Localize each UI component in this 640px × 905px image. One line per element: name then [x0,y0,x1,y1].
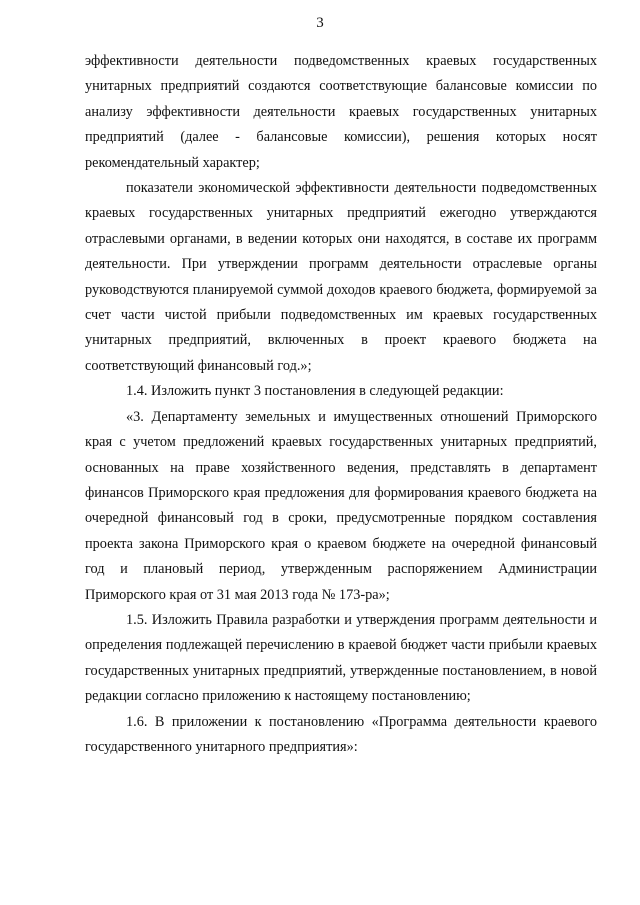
paragraph-item-3-text: «3. Департаменту земельных и имущественных отношений Приморского края с учетом предложений краевых государственных унитарных предприятий, основанных на праве хозяйственного ведения, представлять в департамент финансов Приморского края предложения для формирования краевого бюджета на очередной финансовый год в сроки, предусмотренные порядком составления проекта закона Приморского края о краевом бюджете на очередной финансовый год и плановый период, утвержденным распоряжением Администрации Приморского края от 31 мая 2013 года № 173-ра»; [85,408,597,603]
paragraph-item-1-4: 1.4. Изложить пункт 3 постановления в следующей редакции: [126,383,504,400]
document-body [85,49,597,760]
page-number: 3 [316,15,324,31]
paragraph-item-1-5: 1.5. Изложить Правила разработки и утверждения программ деятельности и определения подлежащей перечислению в краевой бюджет части прибыли краевых государственных унитарных предприятий, утвержденные постановлением, в новой редакции согласно приложению к настоящему постановлению; [85,611,597,705]
paragraph-performance-indicators: показатели экономической эффективности деятельности подведомственных краевых государственных унитарных предприятий ежегодно утверждаются отраслевыми органами, в ведении которых они находятся, в составе их программ деятельности. При утверждении программ деятельности отраслевые органы руководствуются планируемой суммой доходов краевого бюджета, формируемой за счет части чистой прибыли подведомственных им краевых государственных унитарных предприятий, включенных в проект краевого бюджета на соответствующий финансовый год.»; [85,180,597,374]
paragraph-continuation: эффективности деятельности подведомственных краевых государственных унитарных предприятий создаются соответствующие балансовые комиссии по анализу эффективности деятельности краевых государственных унитарных предприятий (далее - балансовые комиссии), решения которых носят рекомендательный характер; [85,53,597,171]
paragraph-item-1-6: 1.6. В приложении к постановлению «Программа деятельности краевого государственного унитарного предприятия»: [85,713,597,755]
